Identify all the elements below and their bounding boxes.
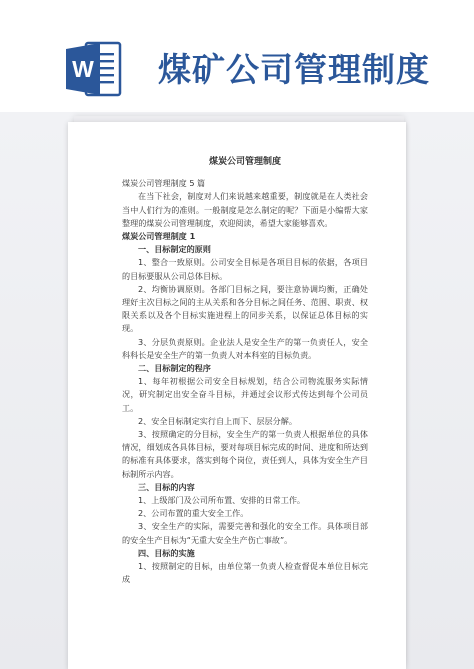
paragraph: 3、分层负责原则。企业法人是安全生产的第一负责任人，安全科科长是安全生产的第一负责人对本科室的目标负责。 [122, 336, 368, 360]
svg-text:W: W [72, 56, 94, 82]
paragraph: 2、均衡协调原则。各部门目标之间，要注意协调均衡，正确处理好主次目标之间的主从关系和各分目标之间任务、范围、职责、权限关系以及各个目标实施进程上的同步关系，以保证总体目标的实现。 [122, 283, 368, 334]
word-document-icon [64, 40, 122, 98]
paragraph: 2、安全目标制定实行自上而下、层层分解。 [138, 415, 297, 426]
document-page [68, 122, 406, 669]
paragraph: 二、目标制定的程序 [138, 363, 211, 374]
banner-header [0, 0, 474, 112]
paragraph: 三、目标的内容 [138, 481, 195, 492]
banner-title: 煤矿公司管理制度 [158, 50, 430, 89]
paragraph: 2、公司布置的重大安全工作。 [138, 508, 249, 519]
document-title: 煤炭公司管理制度 [208, 157, 281, 167]
paragraph: 四、目标的实施 [138, 547, 195, 558]
document-body [122, 156, 368, 587]
paragraph: 煤炭公司管理制度 5 篇 [122, 178, 206, 189]
paragraph: 煤炭公司管理制度 1 [122, 231, 196, 242]
paragraph-list [122, 177, 368, 586]
paragraph: 1、每年初根据公司安全目标规划，结合公司物流服务实际情况，研究制定出安全奋斗目标，并通过会议形式传达到每个公司员工。 [122, 376, 368, 413]
paragraph: 在当下社会，制度对人们来说越来越重要，制度就是在人类社会当中人们行为的准则。一般制度是怎么制定的呢？下面是小编帮大家整理的煤炭公司管理制度，欢迎阅读，希望大家能够喜欢。 [122, 191, 368, 228]
paragraph: 1、按照制定的目标，由单位第一负责人检查督促本单位目标完成 [122, 561, 368, 585]
paragraph: 1、上级部门及公司所布置、安排的日常工作。 [138, 495, 306, 506]
paragraph: 一、目标制定的原则 [138, 244, 211, 255]
paragraph: 1、整合一致原则。公司安全目标是各项目目标的依据，各项目的目标要服从公司总体目标。 [122, 257, 368, 281]
paragraph: 3、安全生产的实际，需要完善和强化的安全工作。具体项目部的安全生产目标为“无重大安全生产伤亡事故”。 [122, 521, 368, 545]
paragraph: 3、按照确定的分目标，安全生产的第一负责人根据单位的具体情况，细划成各具体目标，要对每项目标完成的时间、进度和所达到的标准有具体要求，落实到每个岗位，责任到人，具体为安全生产目标制所示内容。 [122, 429, 368, 479]
